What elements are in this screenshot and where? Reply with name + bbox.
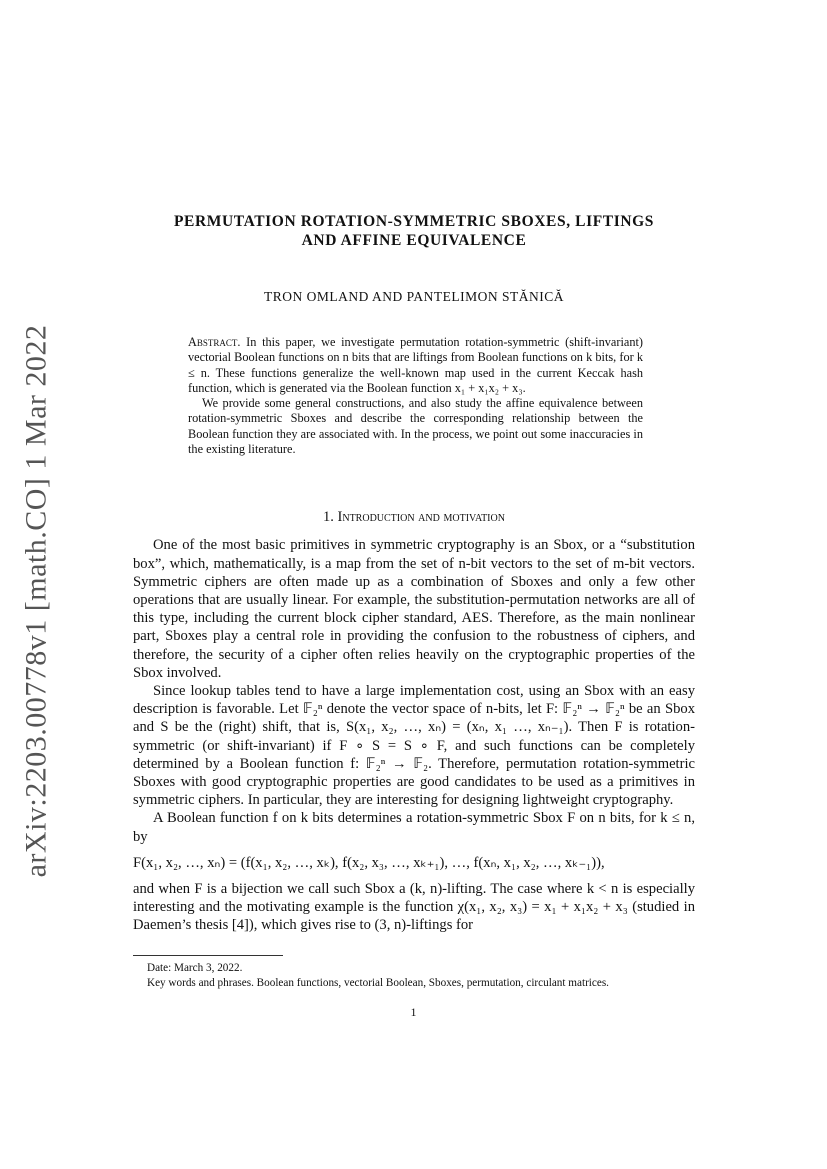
body-text [133, 536, 695, 934]
abstract-label: Abstract. [188, 335, 241, 349]
abstract-para-1 [188, 335, 643, 396]
abstract [188, 335, 643, 457]
paper-page [133, 212, 695, 935]
footnotes [133, 955, 695, 990]
title-line-2: AND AFFINE EQUIVALENCE [301, 232, 527, 249]
arxiv-stamp [12, 324, 60, 878]
arxiv-id: arXiv:2203.00778v1 [math.CO] 1 Mar 2022 [19, 324, 53, 878]
page-number: 1 [410, 1005, 417, 1019]
authors: TRON OMLAND AND PANTELIMON STĂNICĂ [263, 289, 564, 304]
footnote-rule [133, 955, 283, 956]
section-heading: 1. Introduction and motivation [323, 509, 505, 526]
equation-lifting: F(x₁, x₂, …, xₙ) = (f(x₁, x₂, …, xₖ), f(x₂, x₃, …, xₖ₊₁), …, f(xₙ, x₁, x₂, …, xₖ₋₁)), [133, 854, 605, 871]
title-line-1: PERMUTATION ROTATION-SYMMETRIC SBOXES, LIFTINGS [173, 213, 655, 230]
footnote-date: Date: March 3, 2022. [147, 962, 243, 974]
paragraph-3: A Boolean function f on k bits determines a rotation-symmetric Sbox F on n bits, for k ≤ n, by [133, 810, 695, 845]
paragraph-4: and when F is a bijection we call such Sbox a (k, n)-lifting. The case where k < n is especially interesting and the motivating example is the function χ(x₁, x₂, x₃) = x₁ + x₁x₂ + x₃ (studied in Daemen’s thesis [4]), which gives rise to (3, n)-liftings for [133, 881, 695, 934]
paragraph-1: One of the most basic primitives in symmetric cryptography is an Sbox, or a “substitution box”, which, mathematically, is a map from the set of n-bit vectors to the set of m-bit vectors. Symmetric ciphers are often made up as a combination of Sboxes and only a few other operations that are usually linear. For example, the substitution-permutation networks are all of this type, including the current block cipher standard, AES. Therefore, as the main nonlinear part, Sboxes play a central role in providing the confusion to the robustness of ciphers, and therefore, the security of a cipher often relies heavily on the cryptographic properties of the Sbox involved. [133, 537, 695, 681]
abstract-para-2: We provide some general constructions, and also study the affine equivalence between rotation-symmetric Sboxes and describe the corresponding relationship between the Boolean function they are associated with. In the process, we point out some inaccuracies in the existing literature. [188, 396, 643, 457]
abstract-text-1: In this paper, we investigate permutation rotation-symmetric (shift-invariant) vectorial Boolean functions on n bits that are liftings from Boolean functions on k bits, for k ≤ n. These functions generalize the well-known map used in the current Keccak hash function, which is generated via the Boolean function x₁ + x₁x₂ + x₃. [188, 335, 643, 395]
paper-title [133, 212, 695, 250]
footnote-keywords: Key words and phrases. Boolean functions, vectorial Boolean, Sboxes, permutation, circulant matrices. [147, 976, 609, 989]
paragraph-2: Since lookup tables tend to have a large implementation cost, using an Sbox with an easy description is favorable. Let 𝔽₂ⁿ denote the vector space of n-bits, let F: 𝔽₂ⁿ → 𝔽₂ⁿ be an Sbox and S be the (right) shift, that is, S(x₁, x₂, …, xₙ) = (xₙ, x₁ …, xₙ₋₁). Then F is rotation-symmetric (or shift-invariant) if F ∘ S = S ∘ F, and such functions can be completely determined by a Boolean function f: 𝔽₂ⁿ → 𝔽₂. Therefore, permutation rotation-symmetric Sboxes with good cryptographic properties are good candidates to be used as a primitives in symmetric ciphers. In particular, they are interesting for designing lightweight cryptography. [133, 683, 695, 809]
